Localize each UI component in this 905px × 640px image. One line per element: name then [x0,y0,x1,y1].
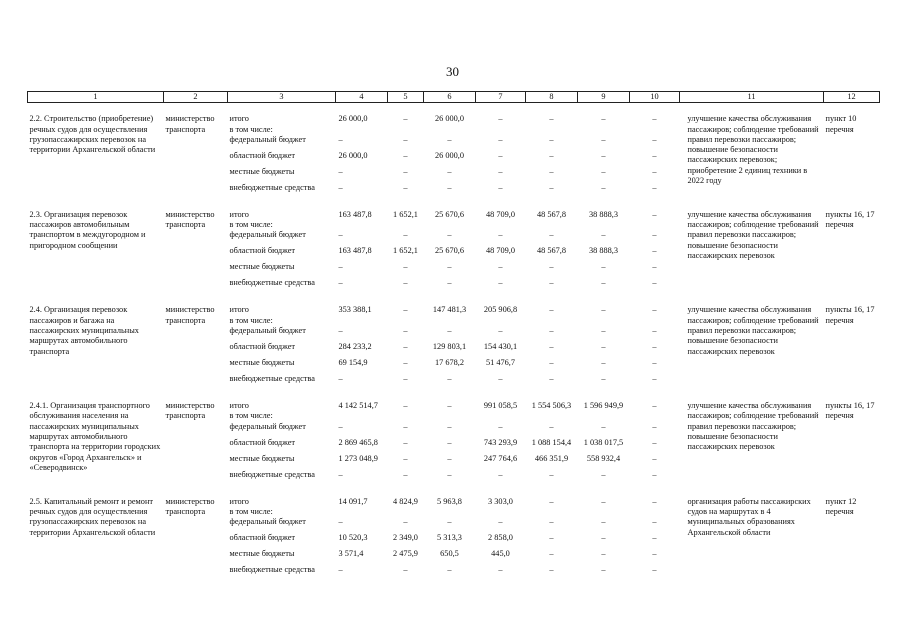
program-table [27,91,880,581]
table-row [28,486,880,518]
funding-value: – [498,469,503,479]
reference: пункты 16, 17 перечня [825,401,875,421]
funding-value: 1 652,1 [393,209,418,219]
expected-result: улучшение качества обслуживания пассажиров; соблюдение требований правил перевозки пассажиров; повышение безопасности пассажирских перевозок; приобретение 2 единиц техники в 2022 году [687,114,819,186]
funding-value: – [498,565,503,575]
funding-value: 991 058,5 [483,401,518,411]
reference: пункты 16, 17 перечня [825,305,875,325]
funding-value: – [652,230,657,240]
responsible-organization: министерство транспорта [165,305,215,325]
funding-value: – [447,230,452,240]
funding-value: – [447,437,452,447]
funding-value: – [652,358,657,368]
funding-value: – [549,533,554,543]
funding-value: – [652,549,657,559]
funding-value: – [652,533,657,543]
funding-source: итого в том числе: [229,305,273,325]
funding-value: 2 869 465,8 [338,437,378,447]
funding-value: – [549,469,554,479]
funding-value: 48 709,0 [485,246,516,256]
funding-value: – [338,517,343,527]
funding-value: 1 652,1 [393,246,418,256]
funding-value: – [549,421,554,431]
funding-source: итого в том числе: [229,209,273,230]
funding-value: – [652,182,657,192]
funding-value: – [498,517,503,527]
funding-value: – [338,262,343,272]
funding-value: – [601,517,606,527]
funding-value: – [652,437,657,447]
measure-description: 2.3. Организация перевозок пассажиров автомобильным транспортом в междугородном и пригородном сообщении [29,209,146,250]
funding-source: местные бюджеты [229,358,295,368]
funding-value: – [652,278,657,288]
column-header: 6 [424,92,476,103]
funding-value: – [549,517,554,527]
column-header: 7 [476,92,526,103]
funding-value: – [403,469,408,479]
column-header: 12 [824,92,880,103]
funding-value: – [601,358,606,368]
funding-value: 247 764,6 [483,453,518,463]
funding-source: местные бюджеты [229,262,295,272]
column-header: 8 [526,92,578,103]
funding-value: – [498,134,503,144]
funding-value: 205 906,8 [483,305,518,315]
funding-value: – [338,134,343,144]
reference: пункт 12 перечня [825,496,857,516]
funding-value: – [652,305,657,315]
funding-value: – [403,565,408,575]
funding-value: – [652,421,657,431]
funding-source: областной бюджет [229,342,296,352]
funding-value: – [652,262,657,272]
funding-value: 48 709,0 [485,209,516,219]
funding-source: федеральный бюджет [229,421,306,431]
funding-value: – [447,166,452,176]
funding-value: 147 481,3 [432,305,467,315]
funding-value: – [549,134,554,144]
funding-source: внебюджетные средства [229,278,315,288]
funding-value: – [601,150,606,160]
funding-value: – [498,150,503,160]
funding-value: – [652,134,657,144]
funding-value: – [549,549,554,559]
table-body [28,103,880,581]
funding-value: – [601,421,606,431]
funding-value: – [403,305,408,315]
measure-description: 2.2. Строительство (приобретение) речных судов для осуществления грузопассажирских перевозок на территории Архангельской области [29,114,156,155]
funding-source: внебюджетные средства [229,565,315,575]
responsible-organization: министерство транспорта [165,496,215,516]
funding-value: – [601,305,606,315]
measure-description: 2.4.1. Организация транспортного обслуживания населения на пассажирских муниципальных маршрутах автомобильного транспорта на территории городских округов «Город Архангельск» и «Северодвинск» [29,401,161,472]
funding-source: итого в том числе: [229,496,273,516]
column-header: 3 [228,92,336,103]
funding-value: 163 487,8 [338,209,372,219]
expected-result: улучшение качества обслуживания пассажиров; соблюдение требований правил перевозки пассажиров; повышение безопасности пассажирских перевозок [687,209,819,261]
funding-value: – [601,565,606,575]
table-row [28,103,880,135]
column-header: 1 [28,92,164,103]
funding-value: 25 670,6 [434,209,465,219]
funding-source: итого в том числе: [229,401,273,421]
funding-value: – [652,517,657,527]
funding-value: – [447,565,452,575]
funding-value: – [549,278,554,288]
funding-value: – [601,374,606,384]
funding-value: – [403,401,408,411]
funding-value: – [338,374,343,384]
funding-value: 10 520,3 [338,533,368,543]
funding-value: – [652,342,657,352]
funding-value: – [549,114,554,124]
funding-value: 650,5 [440,549,459,559]
column-header: 9 [578,92,630,103]
funding-value: 5 963,8 [437,496,462,506]
funding-value: – [652,209,657,219]
funding-source: областной бюджет [229,437,296,447]
funding-source: внебюджетные средства [229,469,315,479]
funding-value: – [601,278,606,288]
funding-value: 445,0 [491,549,510,559]
funding-value: – [549,342,554,352]
funding-source: местные бюджеты [229,453,295,463]
funding-value: – [447,262,452,272]
funding-value: – [549,374,554,384]
reference: пункт 10 перечня [825,114,857,134]
funding-source: федеральный бюджет [229,134,306,144]
funding-value: – [601,262,606,272]
funding-value: – [403,421,408,431]
funding-value: 14 091,7 [338,496,368,506]
funding-value: – [601,469,606,479]
responsible-organization: министерство транспорта [165,114,215,134]
funding-value: – [652,166,657,176]
responsible-organization: министерство транспорта [165,209,215,230]
funding-value: – [652,469,657,479]
column-header: 11 [680,92,824,103]
funding-value: – [652,453,657,463]
funding-value: – [498,278,503,288]
funding-value: 558 932,4 [586,453,621,463]
funding-value: 3 571,4 [338,549,364,559]
funding-value: – [549,166,554,176]
funding-value: – [403,453,408,463]
funding-value: 69 154,9 [338,358,368,368]
funding-value: – [549,358,554,368]
funding-source: местные бюджеты [229,549,295,559]
funding-value: – [403,230,408,240]
measure-description: 2.4. Организация перевозок пассажиров и багажа на пассажирских муниципальных маршрутах автомобильного транспорта [29,305,139,356]
funding-value: – [403,114,408,124]
funding-value: – [447,182,452,192]
column-header: 5 [388,92,424,103]
funding-value: – [338,182,343,192]
funding-value: – [498,262,503,272]
funding-value: 1 596 949,9 [583,401,624,411]
funding-value: – [447,401,452,411]
funding-value: – [338,469,343,479]
funding-source: внебюджетные средства [229,374,315,384]
funding-value: 2 475,9 [393,549,418,559]
funding-value: 163 487,8 [338,246,372,256]
funding-value: 1 038 017,5 [583,437,624,447]
funding-value: 3 303,0 [488,496,513,506]
funding-value: – [498,230,503,240]
funding-value: – [338,230,343,240]
funding-value: – [601,114,606,124]
funding-source: областной бюджет [229,246,296,256]
funding-value: – [403,182,408,192]
funding-value: – [549,150,554,160]
funding-value: – [498,374,503,384]
funding-source: местные бюджеты [229,166,295,176]
table-row [28,294,880,326]
funding-value: 26 000,0 [434,150,465,160]
funding-value: – [498,421,503,431]
funding-value: 5 313,3 [437,533,462,543]
funding-value: 466 351,9 [534,453,569,463]
funding-value: – [498,182,503,192]
funding-value: – [338,278,343,288]
funding-value: – [403,150,408,160]
funding-value: 743 293,9 [483,437,518,447]
funding-value: – [601,342,606,352]
funding-value: – [447,374,452,384]
funding-value: 38 888,3 [588,209,619,219]
funding-value: – [447,278,452,288]
funding-value: 1 088 154,4 [531,437,572,447]
funding-value: 26 000,0 [338,150,368,160]
table-header [28,92,880,103]
funding-value: – [601,496,606,506]
expected-result: улучшение качества обслуживания пассажиров; соблюдение требований правил перевозки пассажиров; повышение безопасности пассажирских перевозок [687,401,819,452]
funding-value: 17 678,2 [434,358,465,368]
funding-value: 48 567,8 [536,246,567,256]
funding-value: – [549,262,554,272]
funding-value: – [549,182,554,192]
funding-value: – [447,517,452,527]
funding-value: – [652,150,657,160]
funding-value: – [601,533,606,543]
funding-value: – [338,166,343,176]
expected-result: улучшение качества обслуживания пассажиров; соблюдение требований правил перевозки пассажиров; повышение безопасности пассажирских перевозок [687,305,819,356]
funding-value: 1 273 048,9 [338,453,378,463]
funding-value: 25 670,6 [434,246,465,256]
funding-value: 1 554 506,3 [531,401,572,411]
funding-value: – [338,565,343,575]
funding-source: итого в том числе: [229,114,273,134]
funding-value: – [652,246,657,256]
funding-value: – [652,114,657,124]
funding-value: – [549,565,554,575]
table-row [28,199,880,231]
funding-value: – [403,134,408,144]
funding-source: федеральный бюджет [229,326,306,336]
funding-value: – [601,549,606,559]
funding-value: – [403,278,408,288]
funding-value: – [403,262,408,272]
funding-value: – [652,326,657,336]
funding-source: федеральный бюджет [229,517,306,527]
funding-value: – [549,326,554,336]
funding-value: 4 142 514,7 [338,401,378,411]
funding-value: – [403,326,408,336]
funding-value: – [549,305,554,315]
page-number: 30 [446,64,459,79]
funding-value: – [447,453,452,463]
funding-value: – [403,342,408,352]
funding-value: – [601,134,606,144]
funding-value: 26 000,0 [338,114,368,124]
funding-value: – [601,182,606,192]
funding-value: – [601,166,606,176]
funding-value: 2 349,0 [393,533,418,543]
funding-value: – [403,358,408,368]
funding-value: 4 824,9 [393,496,418,506]
funding-value: – [447,469,452,479]
funding-value: – [498,114,503,124]
funding-value: – [447,134,452,144]
funding-value: – [338,326,343,336]
funding-value: – [498,166,503,176]
funding-value: 38 888,3 [588,246,619,256]
column-header: 2 [164,92,228,103]
funding-value: – [652,401,657,411]
funding-value: – [549,496,554,506]
funding-source: областной бюджет [229,533,296,543]
funding-value: – [447,326,452,336]
column-header: 4 [336,92,388,103]
funding-value: 353 388,1 [338,305,372,315]
funding-value: – [447,421,452,431]
funding-value: 129 803,1 [432,342,467,352]
funding-value: – [601,230,606,240]
funding-value: – [652,496,657,506]
funding-value: 48 567,8 [536,209,567,219]
reference: пункты 16, 17 перечня [825,209,875,230]
funding-value: – [403,517,408,527]
funding-value: – [403,437,408,447]
funding-value: – [403,166,408,176]
funding-value: – [403,374,408,384]
funding-value: – [601,326,606,336]
funding-value: 51 476,7 [485,358,516,368]
funding-value: – [549,230,554,240]
funding-value: – [652,565,657,575]
expected-result: организация работы пассажирских судов на маршрутах в 4 муниципальных образованиях Архангельской области [687,496,811,537]
table-row [28,390,880,422]
funding-value: 2 858,0 [488,533,513,543]
funding-value: 154 430,1 [483,342,518,352]
funding-source: федеральный бюджет [229,230,306,240]
measure-description: 2.5. Капитальный ремонт и ремонт речных судов для осуществления грузопассажирских перевозок на территории Архангельской области [29,496,156,537]
responsible-organization: министерство транспорта [165,401,215,421]
funding-value: – [498,326,503,336]
funding-source: внебюджетные средства [229,182,315,192]
funding-value: – [652,374,657,384]
funding-source: областной бюджет [229,150,296,160]
column-header: 10 [630,92,680,103]
funding-value: 284 233,2 [338,342,372,352]
funding-value: 26 000,0 [434,114,465,124]
funding-value: – [338,421,343,431]
